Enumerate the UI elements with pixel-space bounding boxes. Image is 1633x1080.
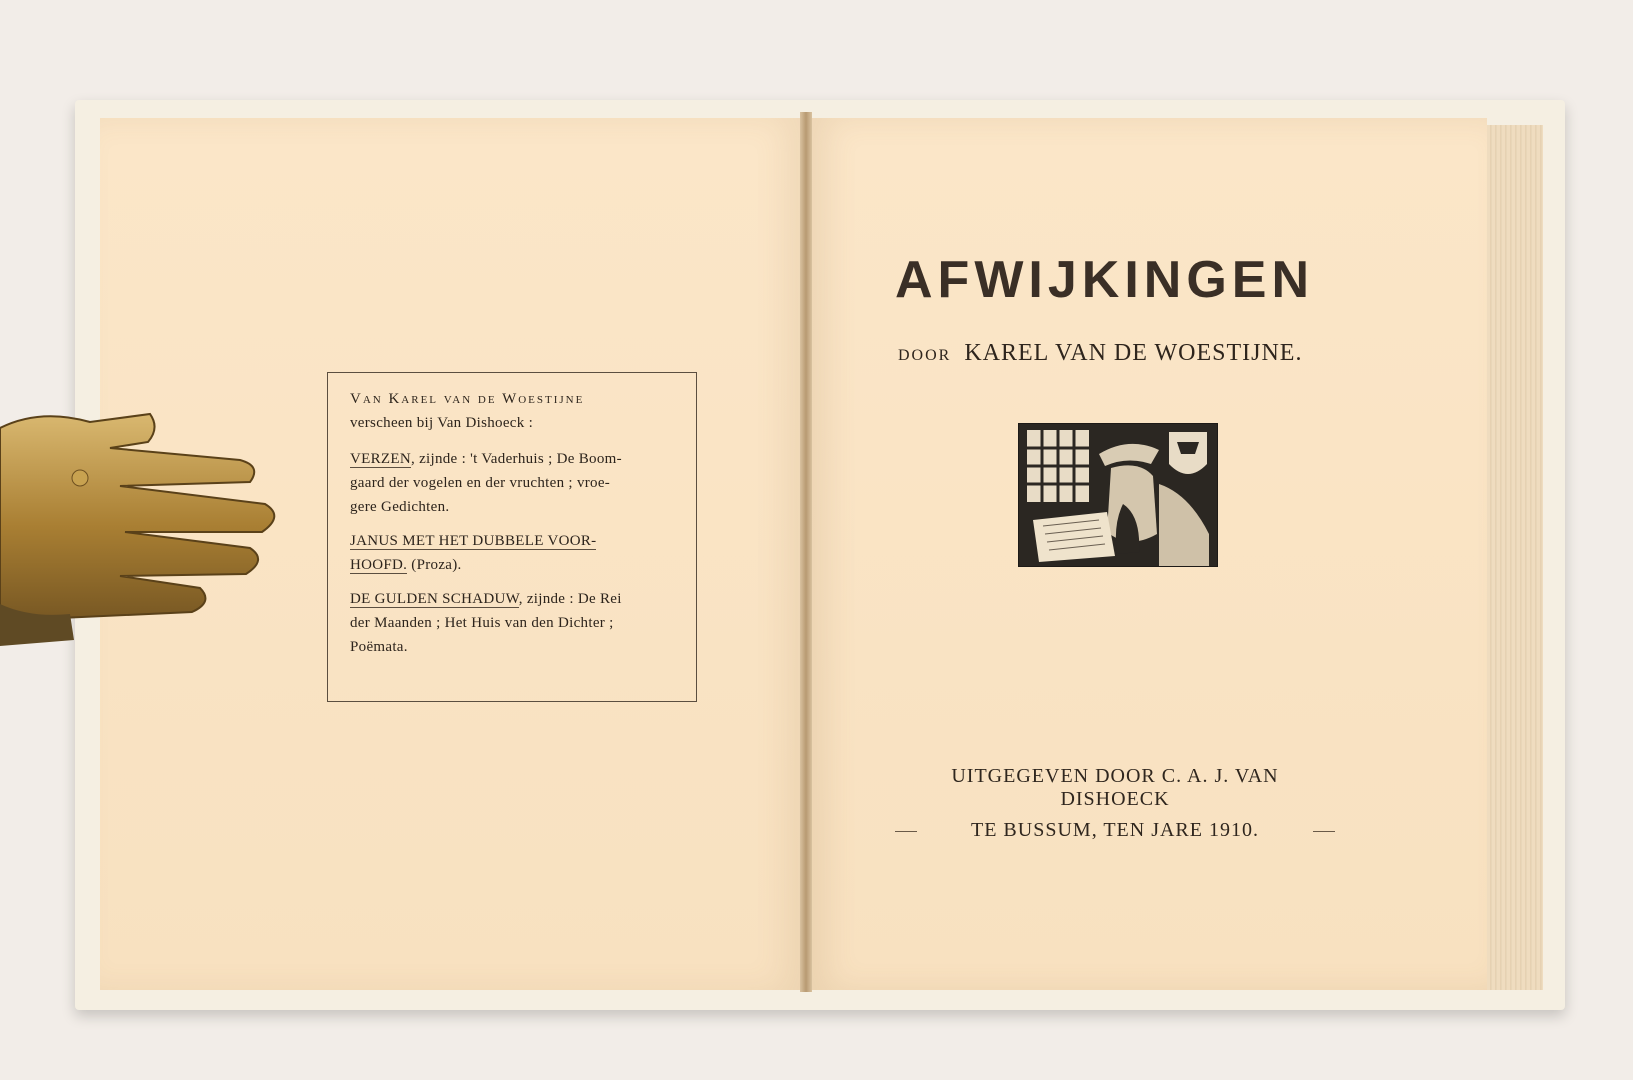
janus-text: (Proza). xyxy=(407,557,462,573)
publisher-line2: TE BUSSUM, TEN JARE 1910. xyxy=(971,819,1259,841)
publisher-line1: UITGEGEVEN DOOR C. A. J. VAN DISHOECK xyxy=(951,765,1279,810)
box-intro xyxy=(350,387,670,435)
brass-hand-icon xyxy=(0,408,290,648)
janus-title-b: HOOFD. xyxy=(350,557,408,573)
bibliography-box xyxy=(327,372,697,702)
author-name: KAREL VAN DE WOESTIJNE. xyxy=(964,340,1303,366)
book-title: AFWIJKINGEN xyxy=(895,251,1314,309)
author-prefix: DOOR xyxy=(898,347,952,364)
publisher-line2-wrap xyxy=(895,819,1335,842)
verzen-text-b: gaard der vogelen en der vruchten ; vroe- xyxy=(350,475,611,491)
verzen-text-a: , zijnde : 't Vaderhuis ; De Boom- xyxy=(410,451,622,467)
page-edges xyxy=(1487,125,1543,990)
janus-title-a: JANUS MET HET DUBBELE VOOR- xyxy=(350,533,597,549)
woodcut-illustration xyxy=(1018,423,1218,567)
schaduw-title: DE GULDEN SCHADUW xyxy=(350,591,519,607)
dash-left xyxy=(895,831,917,832)
schaduw-text-a: , zijnde : De Rei xyxy=(518,591,622,607)
verzen-title: VERZEN xyxy=(350,451,411,467)
author-line xyxy=(898,340,1358,367)
box-line2: verscheen bij Van Dishoeck : xyxy=(350,415,534,431)
schaduw-text-c: Poëmata. xyxy=(350,639,408,655)
schaduw-text-b: der Maanden ; Het Huis van den Dichter ; xyxy=(350,615,614,631)
box-verzen xyxy=(350,447,670,519)
box-line1: Van Karel van de Woestijne xyxy=(350,391,585,407)
verzen-text-c: gere Gedichten. xyxy=(350,499,450,515)
dash-right xyxy=(1313,831,1335,832)
publisher-block xyxy=(895,765,1335,842)
box-janus xyxy=(350,529,670,577)
box-schaduw xyxy=(350,587,670,659)
book-gutter xyxy=(800,112,812,992)
